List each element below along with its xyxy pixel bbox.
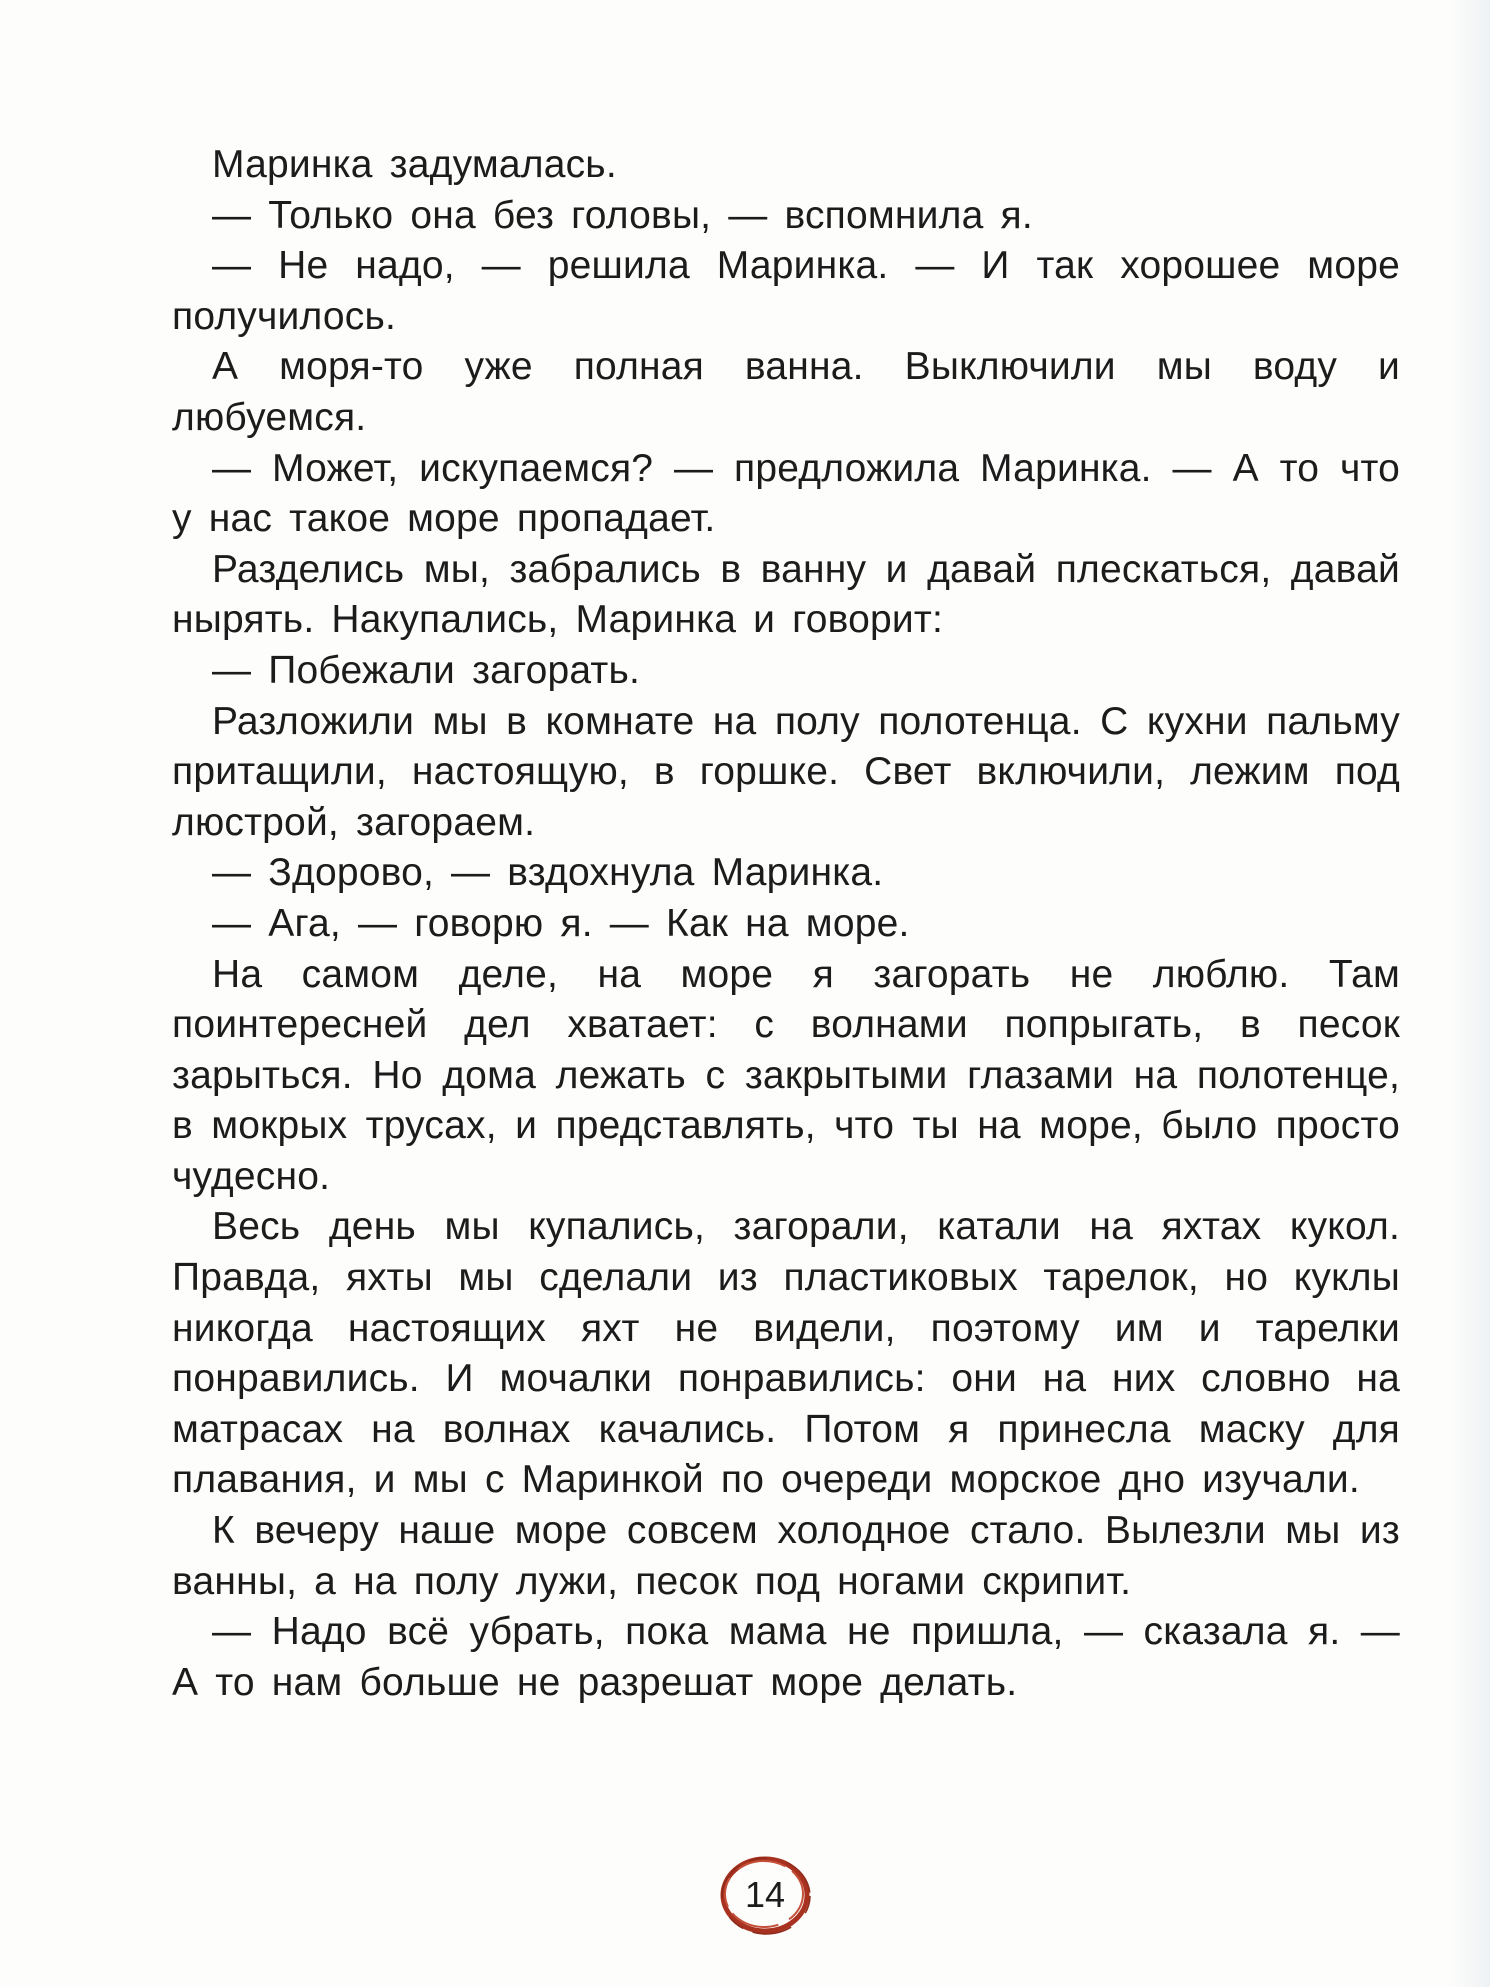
page-edge-shadow bbox=[1450, 0, 1490, 1987]
paragraph: Разложили мы в комнате на полу полотенца. С кухни пальму притащили, настоящую, в горшке. Свет включили, лежим под люстрой, загораем. bbox=[172, 699, 1400, 844]
story-text bbox=[172, 140, 1400, 1708]
paragraph: — Только она без головы, — вспомнила я. bbox=[212, 193, 1033, 237]
paragraph: — Может, искупаемся? — предложила Маринка. — А то что у нас такое море пропадает. bbox=[172, 446, 1400, 541]
paragraph: Маринка задумалась. bbox=[212, 143, 617, 186]
page-number: 14 bbox=[744, 1874, 786, 1915]
paragraph: Разделись мы, забрались в ванну и давай плескаться, давай нырять. Накупались, Маринка и говорит: bbox=[172, 547, 1400, 642]
paragraph: — Побежали загорать. bbox=[212, 648, 641, 692]
paragraph: К вечеру наше море совсем холодное стало. Вылезли мы из ванны, а на полу лужи, песок под ногами скрипит. bbox=[172, 1509, 1400, 1603]
paragraph: На самом деле, на море я загорать не люблю. Там поинтересней дел хватает: с волнами попрыгать, в песок зарыться. Но дома лежать с закрытыми глазами на полотенце, в мокрых трусах, и представлять, что ты на море, было просто чудесно. bbox=[172, 952, 1400, 1198]
paragraph: — Здорово, — вздохнула Маринка. bbox=[212, 851, 884, 895]
paragraph: А моря-то уже полная ванна. Выключили мы воду и любуемся. bbox=[172, 345, 1400, 439]
paragraph: — Ага, — говорю я. — Как на море. bbox=[212, 901, 910, 945]
page-number-badge bbox=[712, 1850, 818, 1940]
paragraph: — Не надо, — решила Маринка. — И так хорошее море получилось. bbox=[172, 244, 1400, 338]
paragraph: Весь день мы купались, загорали, катали на яхтах кукол. Правда, яхты мы сделали из пластиковых тарелок, но куклы никогда настоящих яхт не видели, поэтому им и тарелки понравились. И мочалки понравились: они на них словно на матрасах на волнах качались. Потом я принесла маску для плавания, и мы с Маринкой по очереди морское дно изучали. bbox=[172, 1205, 1400, 1502]
paragraph: — Надо всё убрать, пока мама не пришла, — сказала я. — А то нам больше не разрешат море делать. bbox=[172, 1610, 1400, 1704]
